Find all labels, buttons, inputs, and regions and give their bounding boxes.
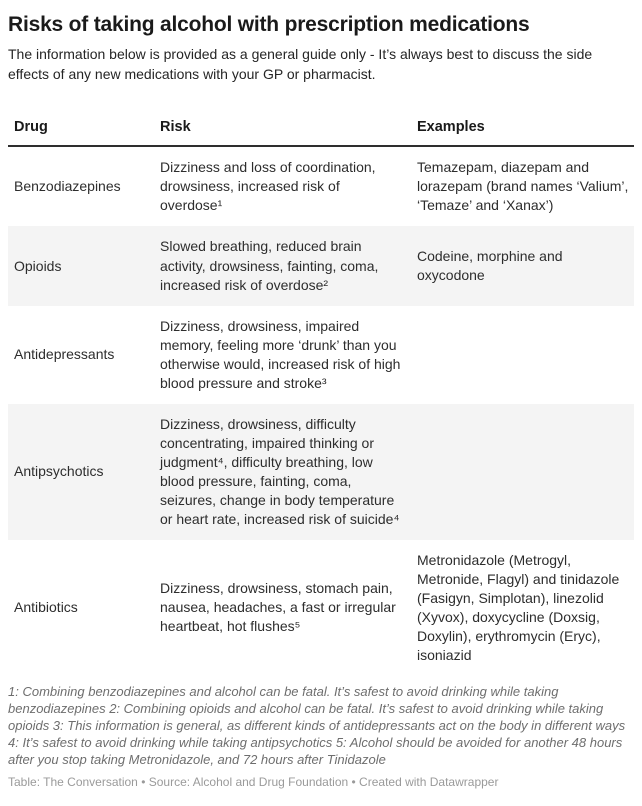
table-row-benzodiazepines <box>8 147 634 226</box>
drug-name: Opioids <box>14 257 62 274</box>
table-row-antipsychotics <box>8 404 634 540</box>
footnotes: 1: Combining benzodiazepines and alcohol can be fatal. It’s safest to avoid drinking while taking benzodiazepines 2: Combining opioids and alcohol can be fatal. It’s safest to avoid drinking while taking opioids 3: This information is general, as different kinds of antidepressants act on the body in different ways 4: It’s safest to avoid drinking while taking antipsychotics 5: Alcohol should be avoided for another 48 hours after you stop taking Metronidazole, and 72 hours after Tinidazole <box>8 684 626 768</box>
column-header-risk: Risk <box>160 119 191 136</box>
column-header-examples: Examples <box>417 119 485 136</box>
risk-text: Slowed breathing, reduced brain activity, drowsiness, fainting, coma, increased risk of overdose² <box>160 238 379 293</box>
page-title: Risks of taking alcohol with prescription medications <box>8 13 530 36</box>
examples-text: Temazepam, diazepam and lorazepam (brand names ‘Valium’, ‘Temaze’ and ‘Xanax’) <box>417 159 629 214</box>
table-header-row <box>8 110 634 147</box>
examples-text <box>417 461 634 483</box>
footer-credit: Table: The Conversation • Source: Alcohol and Drug Foundation • Created with Datawrapper <box>8 775 499 790</box>
table-row-antibiotics <box>8 540 634 676</box>
page-subtitle: The information below is provided as a general guide only - It’s always best to discuss the side effects of any new medications with your GP or pharmacist. <box>8 46 593 82</box>
drug-risk-table <box>8 110 634 676</box>
table-row-antidepressants <box>8 306 634 404</box>
drug-name: Antibiotics <box>14 599 78 616</box>
examples-text <box>417 344 634 366</box>
examples-text: Codeine, morphine and oxycodone <box>417 247 563 284</box>
examples-text: Metronidazole (Metrogyl, Metronide, Flagyl) and tinidazole (Fasigyn, Simplotan), linezolid (Xyvox), doxycycline (Doxsig, Doxylin), erythromycin (Eryc), isoniazid <box>417 551 620 664</box>
drug-name: Antipsychotics <box>14 463 104 480</box>
risk-text: Dizziness, drowsiness, stomach pain, nausea, headaches, a fast or irregular heartbeat, hot flushes⁵ <box>160 580 396 635</box>
risk-text: Dizziness and loss of coordination, drowsiness, increased risk of overdose¹ <box>160 159 376 214</box>
risk-text: Dizziness, drowsiness, difficulty concentrating, impaired thinking or judgment⁴, difficulty breathing, low blood pressure, fainting, coma, seizures, change in body temperature or heart rate, increased risk of suicide⁴ <box>160 415 400 527</box>
drug-name: Antidepressants <box>14 346 115 363</box>
table-row-opioids <box>8 226 634 305</box>
drug-name: Benzodiazepines <box>14 178 121 195</box>
risk-text: Dizziness, drowsiness, impaired memory, feeling more ‘drunk’ than you otherwise would, increased risk of high blood pressure and stroke³ <box>160 317 401 391</box>
column-header-drug: Drug <box>14 119 48 136</box>
